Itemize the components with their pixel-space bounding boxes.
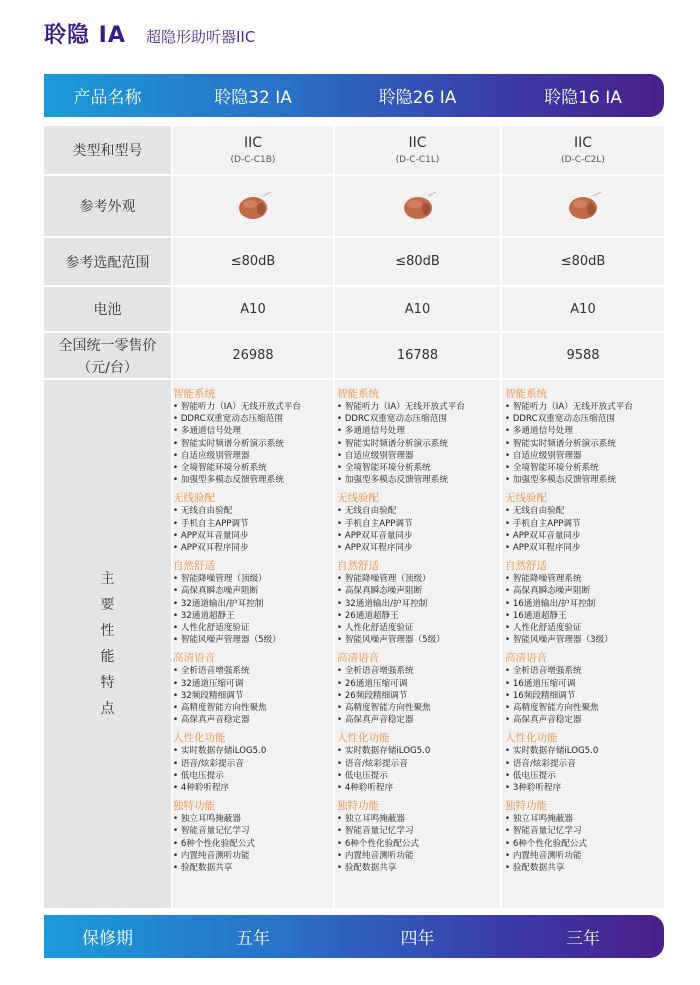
type-code-1: (D-C-C1B) — [230, 155, 276, 165]
type-row — [44, 126, 664, 174]
feature-item: • 26频段精细调节 — [337, 690, 487, 702]
feature-group-title: 自然舒适 — [173, 560, 215, 573]
feature-item: • DDRC双重宽动态压缩范围 — [173, 413, 323, 425]
type-code-3: (D-C-C2L) — [561, 155, 605, 165]
feature-item: • 全析语音增强系统 — [337, 665, 487, 677]
feature-item: • 智能听力（IA）无线开放式平台 — [505, 401, 655, 413]
features-row — [44, 380, 664, 908]
price-row — [44, 333, 664, 378]
feature-item: • 智能风噪声管理器（3级） — [505, 634, 655, 646]
feature-item: • 16通道超静王 — [505, 610, 655, 622]
feature-item: • 实时数据存储iLOG5.0 — [173, 745, 323, 757]
price-value-1: 26988 — [232, 348, 274, 363]
page-header — [0, 0, 700, 70]
feature-item: • 全境智能环境分析系统 — [173, 462, 323, 474]
feature-item: • 高精度智能方向性聚焦 — [337, 702, 487, 714]
feature-item: • 多通道信号处理 — [173, 425, 323, 437]
feature-item: • 16通道压缩可调 — [505, 678, 655, 690]
price-label — [44, 333, 171, 378]
feature-item: • 低电压提示 — [337, 770, 487, 782]
feature-item: • 内置纯音测听功能 — [337, 850, 487, 862]
price-cell-3 — [502, 333, 664, 378]
feature-item: • 6种个性化验配公式 — [173, 838, 323, 850]
feature-item: • 低电压提示 — [505, 770, 655, 782]
product-name-label: 产品名称 — [73, 88, 142, 108]
features-label-char: 主 — [100, 571, 115, 587]
type-model-3: IIC — [573, 135, 593, 151]
range-row — [44, 238, 664, 285]
feature-item: • 智能实时频谱分析演示系统 — [173, 438, 323, 450]
battery-cell-2 — [335, 287, 500, 331]
feature-group-title: 无线验配 — [505, 492, 547, 505]
battery-label-text: 电池 — [93, 302, 122, 318]
feature-item: • 验配数据共享 — [173, 862, 323, 874]
feature-item: • 6种个性化验配公式 — [337, 838, 487, 850]
feature-item: • 智能降噪管理系统 — [505, 573, 655, 585]
appearance-row — [44, 176, 664, 236]
appearance-label — [44, 176, 171, 236]
range-cell-2 — [335, 238, 500, 285]
feature-group-title: 独特功能 — [173, 800, 215, 813]
feature-group-title: 智能系统 — [337, 388, 379, 400]
features-cell-2 — [335, 380, 500, 908]
appearance-cell-1 — [173, 176, 333, 236]
feature-item: • 全境智能环境分析系统 — [337, 462, 487, 474]
features-label-char: 要 — [100, 597, 115, 613]
feature-item: • 高保真瞬态噪声阻断 — [505, 585, 655, 597]
features-label-text — [101, 566, 115, 722]
feature-item: • 独立耳鸣掩蔽器 — [337, 813, 487, 825]
feature-group-title: 高清语音 — [173, 652, 215, 665]
feature-item: • 6种个性化验配公式 — [505, 838, 655, 850]
type-model-1: IIC — [243, 135, 263, 151]
feature-item: • 高精度智能方向性聚焦 — [173, 702, 323, 714]
feature-item: • APP双耳音量同步 — [505, 530, 655, 542]
feature-item: • 手机自主APP调节 — [337, 518, 487, 530]
hearing-aid-image — [233, 190, 273, 222]
feature-item: • 4种聆听程序 — [337, 782, 487, 794]
features-label-char: 性 — [100, 623, 115, 639]
feature-item: • 人性化舒适度验证 — [505, 622, 655, 634]
feature-item: • 高保真声音稳定器 — [173, 714, 323, 726]
spec-table — [44, 126, 664, 908]
feature-group-title: 人性化功能 — [505, 732, 558, 745]
feature-item: • 32通道压缩可调 — [173, 678, 323, 690]
product-name-1: 聆隐32 IA — [214, 88, 292, 108]
feature-item: • APP双耳程序同步 — [173, 542, 323, 554]
feature-group-title: 无线验配 — [337, 492, 379, 505]
feature-item: • 人性化舒适度验证 — [337, 622, 487, 634]
feature-group-title: 高清语音 — [337, 652, 379, 665]
feature-item: • 智能音量记忆学习 — [337, 825, 487, 837]
feature-item: • 32通道输出/护耳控制 — [337, 598, 487, 610]
feature-group-title: 自然舒适 — [337, 560, 379, 573]
feature-item: • 智能实时频谱分析演示系统 — [505, 438, 655, 450]
brand-title: 聆隐 IA — [44, 23, 126, 48]
price-label-line1: 全国统一零售价 — [58, 337, 157, 354]
feature-item: • 16频段精细调节 — [505, 690, 655, 702]
hearing-aid-image — [398, 190, 438, 222]
battery-value-3: A10 — [570, 301, 596, 317]
feature-item: • 智能风噪声管理器（5级） — [337, 634, 487, 646]
feature-item: • 智能降噪管理（顶级） — [173, 573, 323, 585]
features-label-char: 能 — [100, 649, 115, 665]
hearing-aid-image — [563, 190, 603, 222]
feature-group-title: 独特功能 — [505, 800, 547, 813]
feature-item: • 验配数据共享 — [505, 862, 655, 874]
feature-item: • 手机自主APP调节 — [505, 518, 655, 530]
type-cell-1 — [173, 126, 333, 174]
product-name-header-bar — [44, 74, 664, 117]
features-cell-3 — [502, 380, 664, 908]
type-label-text: 类型和型号 — [72, 143, 143, 159]
feature-group-title: 无线验配 — [173, 492, 215, 505]
features-label — [44, 380, 171, 908]
feature-item: • DDRC双重宽动态压缩范围 — [337, 413, 487, 425]
range-cell-1 — [173, 238, 333, 285]
range-value-1: ≤80dB — [230, 254, 276, 269]
battery-cell-1 — [173, 287, 333, 331]
feature-group-title: 人性化功能 — [337, 732, 390, 745]
price-cell-2 — [335, 333, 500, 378]
feature-group-title: 智能系统 — [505, 388, 547, 400]
feature-item: • 3种聆听程序 — [505, 782, 655, 794]
feature-item: • 语音/炫彩提示音 — [505, 758, 655, 770]
type-label — [44, 126, 171, 174]
feature-item: • 多通道信号处理 — [505, 425, 655, 437]
feature-item: • 低电压提示 — [173, 770, 323, 782]
feature-item: • 人性化舒适度验证 — [173, 622, 323, 634]
price-value-2: 16788 — [396, 348, 439, 363]
type-model-2: IIC — [408, 135, 427, 151]
feature-item: • 高保真瞬态噪声阻断 — [337, 585, 487, 597]
features-cell-1 — [173, 380, 333, 908]
feature-item: • 智能风噪声管理器（5级） — [173, 634, 323, 646]
feature-item: • 多通道信号处理 — [337, 425, 487, 437]
battery-cell-3 — [502, 287, 664, 331]
feature-item: • 全析语音增强系统 — [505, 665, 655, 677]
battery-value-1: A10 — [240, 301, 266, 317]
feature-item: • 16通道输出/护耳控制 — [505, 598, 655, 610]
type-cell-3 — [502, 126, 664, 174]
feature-item: • 智能音量记忆学习 — [173, 825, 323, 837]
warranty-value-1: 五年 — [236, 929, 270, 949]
feature-item: • 无线自由验配 — [173, 505, 323, 517]
feature-item: • 内置纯音测听功能 — [173, 850, 323, 862]
feature-item: • 自适应级别管理器 — [337, 450, 487, 462]
feature-item: • APP双耳程序同步 — [337, 542, 487, 554]
feature-item: • 高保真声音稳定器 — [505, 714, 655, 726]
battery-row — [44, 287, 664, 331]
appearance-cell-2 — [335, 176, 500, 236]
range-value-3: ≤80dB — [560, 254, 606, 269]
feature-group-title: 自然舒适 — [505, 560, 547, 573]
feature-item: • 26通道压缩可调 — [337, 678, 487, 690]
feature-item: • APP双耳音量同步 — [173, 530, 323, 542]
range-label-text: 参考选配范围 — [65, 254, 150, 271]
feature-group-title: 独特功能 — [337, 800, 379, 813]
feature-item: • 独立耳鸣掩蔽器 — [505, 813, 655, 825]
feature-item: • 4种聆听程序 — [173, 782, 323, 794]
feature-item: • 26通道超静王 — [337, 610, 487, 622]
type-cell-2 — [335, 126, 500, 174]
feature-item: • 32通道输出/护耳控制 — [173, 598, 323, 610]
feature-group-title: 高清语音 — [505, 652, 547, 665]
feature-group-title: 智能系统 — [173, 388, 215, 400]
feature-item: • 高保真瞬态噪声阻断 — [173, 585, 323, 597]
warranty-value-3: 三年 — [566, 929, 600, 949]
feature-item: • 加强型多模态反馈管理系统 — [337, 474, 487, 486]
feature-item: • 智能听力（IA）无线开放式平台 — [337, 401, 487, 413]
feature-item: • 独立耳鸣掩蔽器 — [173, 813, 323, 825]
appearance-cell-3 — [502, 176, 664, 236]
price-cell-1 — [173, 333, 333, 378]
feature-item: • 高保真声音稳定器 — [337, 714, 487, 726]
feature-item: • 语音/炫彩提示音 — [337, 758, 487, 770]
feature-item: • 自适应级别管理器 — [173, 450, 323, 462]
feature-item: • APP双耳音量同步 — [337, 530, 487, 542]
price-value-3: 9588 — [566, 348, 600, 363]
feature-item: • 无线自由验配 — [505, 505, 655, 517]
feature-item: • 自适应级别管理器 — [505, 450, 655, 462]
range-label — [44, 238, 171, 285]
feature-item: • APP双耳程序同步 — [505, 542, 655, 554]
feature-group-title: 人性化功能 — [173, 732, 226, 745]
feature-item: • 加强型多模态反馈管理系统 — [505, 474, 655, 486]
warranty-label: 保修期 — [82, 929, 133, 949]
product-name-2: 聆隐26 IA — [378, 88, 457, 108]
feature-item: • 无线自由验配 — [337, 505, 487, 517]
feature-item: • 智能音量记忆学习 — [505, 825, 655, 837]
type-code-2: (D-C-C1L) — [395, 155, 440, 165]
feature-item: • 验配数据共享 — [337, 862, 487, 874]
warranty-bar — [44, 915, 664, 958]
features-label-char: 特 — [100, 675, 115, 691]
feature-item: • 内置纯音测听功能 — [505, 850, 655, 862]
feature-item: • 智能听力（IA）无线开放式平台 — [173, 401, 323, 413]
feature-item: • 加强型多模态反馈管理系统 — [173, 474, 323, 486]
feature-item: • 全境智能环境分析系统 — [505, 462, 655, 474]
feature-item: • 智能实时频谱分析演示系统 — [337, 438, 487, 450]
feature-item: • 实时数据存储iLOG5.0 — [337, 745, 487, 757]
battery-value-2: A10 — [404, 301, 431, 317]
price-label-line2: （元/台） — [77, 359, 138, 376]
battery-label — [44, 287, 171, 331]
features-label-char: 点 — [100, 701, 115, 717]
range-cell-3 — [502, 238, 664, 285]
feature-item: • 高精度智能方向性聚焦 — [505, 702, 655, 714]
brand-subtitle: 超隐形助听器IIC — [146, 28, 256, 46]
feature-item: • 32通道超静王 — [173, 610, 323, 622]
feature-item: • 32频段精细调节 — [173, 690, 323, 702]
feature-item: • 手机自主APP调节 — [173, 518, 323, 530]
feature-item: • 智能降噪管理（顶级） — [337, 573, 487, 585]
feature-item: • 语音/炫彩提示音 — [173, 758, 323, 770]
product-name-3: 聆隐16 IA — [544, 88, 622, 108]
feature-item: • DDRC双重宽动态压缩范围 — [505, 413, 655, 425]
range-value-2: ≤80dB — [395, 254, 440, 269]
feature-item: • 全析语音增强系统 — [173, 665, 323, 677]
warranty-value-2: 四年 — [400, 929, 435, 949]
feature-item: • 实时数据存储iLOG5.0 — [505, 745, 655, 757]
appearance-label-text: 参考外观 — [79, 199, 136, 215]
